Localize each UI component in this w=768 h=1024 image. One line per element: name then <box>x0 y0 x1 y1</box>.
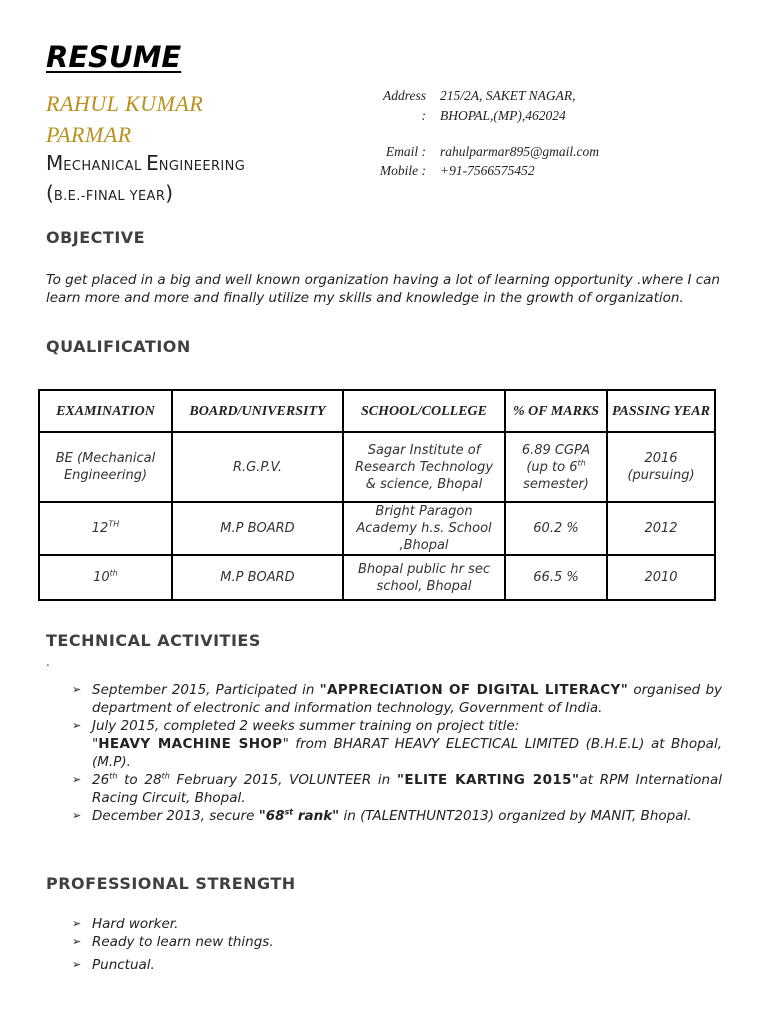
dept-initial-m: M <box>46 151 64 175</box>
year-paren-close: ) <box>165 181 174 205</box>
name-line-1: RAHUL KUMAR <box>46 91 204 116</box>
department <box>46 150 346 210</box>
address-colon: : <box>421 108 426 123</box>
address-label: Address <box>383 88 426 103</box>
table-row <box>39 432 715 502</box>
activities-list <box>46 681 722 825</box>
arrow-bullet-icon: ➢ <box>72 935 82 948</box>
objective-heading: OBJECTIVE <box>46 228 146 247</box>
activity-text: at RPM International Racing Circuit, Bhopal. <box>92 772 722 806</box>
cell-exam: BE (Mechanical Engineering) <box>39 432 172 502</box>
mobile-value: +91-7566575452 <box>440 163 535 178</box>
strength-text: Punctual. <box>92 957 155 973</box>
arrow-bullet-icon: ➢ <box>72 719 82 732</box>
name-line-2: PARMAR <box>46 122 132 147</box>
arrow-bullet-icon: ➢ <box>72 773 82 786</box>
year-line <box>46 180 346 210</box>
date-sup: th <box>109 771 118 781</box>
cell-school: Bright Paragon Academy h.s. School ,Bhopal <box>343 502 505 555</box>
email-value[interactable]: rahulparmar895@gmail.com <box>440 144 600 159</box>
exam-value: 10 <box>93 570 110 585</box>
header-examination: EXAMINATION <box>39 390 172 432</box>
list-item <box>46 717 722 771</box>
exam-sup: th <box>109 568 118 578</box>
cell-exam <box>39 555 172 600</box>
cell-board: M.P BOARD <box>172 555 343 600</box>
list-item <box>46 807 722 825</box>
exam-value: 12 <box>91 521 109 536</box>
header-board: BOARD/UNIVERSITY <box>172 390 343 432</box>
address-line-2: BHOPAL,(MP),462024 <box>440 108 566 123</box>
candidate-name <box>46 88 306 150</box>
technical-heading: TECHNICAL ACTIVITIES <box>46 631 261 650</box>
arrow-bullet-icon: ➢ <box>72 683 82 696</box>
strength-text: Ready to learn new things. <box>92 934 274 950</box>
marks-part-a: 6.89 CGPA (up to 6 <box>521 442 591 475</box>
table-row <box>39 502 715 555</box>
cell-year: 2012 <box>607 502 715 555</box>
arrow-bullet-icon: ➢ <box>72 917 82 930</box>
arrow-bullet-icon: ➢ <box>72 958 82 971</box>
address-line-1: 215/2A, SAKET NAGAR, <box>440 88 576 103</box>
year-text: B.E.-FINAL YEAR <box>53 189 166 204</box>
list-item <box>46 915 546 933</box>
activity-text: from BHARAT HEAVY ELECTICAL LIMITED (B.H.E.L) at Bhopal, (M.P). <box>92 736 722 770</box>
strengths-list <box>46 915 546 974</box>
cell-school: Bhopal public hr sec school, Bhopal <box>343 555 505 600</box>
cell-year: 2010 <box>607 555 715 600</box>
cell-marks: 66.5 % <box>505 555 607 600</box>
rank-sup: st <box>284 807 294 817</box>
department-line <box>46 150 346 180</box>
activity-text: December 2013, secure <box>92 808 259 824</box>
activity-highlight: "ELITE KARTING 2015" <box>396 772 580 788</box>
cell-school: Sagar Institute of Research Technology & science, Bhopal <box>343 432 505 502</box>
marks-sup: th <box>577 458 586 468</box>
qualification-table <box>38 389 716 601</box>
cell-board: R.G.P.V. <box>172 432 343 502</box>
activity-text: February 2015, VOLUNTEER in <box>169 772 397 788</box>
list-item <box>46 933 546 951</box>
dept-word-2: NGINEERING <box>158 159 246 174</box>
activity-date: 26 <box>92 772 110 788</box>
activity-quote: " <box>92 736 99 752</box>
activity-text: organised by department of electronic and information technology, Government of India. <box>92 682 723 716</box>
activity-highlight: HEAVY MACHINE SHOP <box>98 736 283 752</box>
header-marks: % OF MARKS <box>505 390 607 432</box>
mobile-label: Mobile : <box>379 163 426 178</box>
professional-heading: PROFESSIONAL STRENGTH <box>46 874 296 893</box>
activity-text: July 2015, completed 2 weeks summer training on project title: <box>92 718 520 734</box>
arrow-bullet-icon: ➢ <box>72 809 82 822</box>
dept-initial-e: E <box>146 151 159 175</box>
year-paren-open: ( <box>46 181 54 205</box>
cell-board: M.P BOARD <box>172 502 343 555</box>
header-school: SCHOOL/COLLEGE <box>343 390 505 432</box>
activity-text: September 2015, Participated in <box>92 682 320 698</box>
activity-date: to 28 <box>117 772 162 788</box>
rank-a: "68 <box>258 808 285 824</box>
header-year: PASSING YEAR <box>607 390 715 432</box>
stray-dot: . <box>46 655 50 669</box>
list-item <box>46 956 546 974</box>
activity-quote: " <box>282 736 289 752</box>
objective-text: To get placed in a big and well known organization having a lot of learning opportunity .where I can learn more and more and finally utilize my skills and knowledge in the growth of organization. <box>46 272 720 306</box>
list-item <box>46 681 722 717</box>
marks-part-b: semester) <box>523 476 589 492</box>
email-label: Email : <box>385 144 426 159</box>
activity-highlight <box>259 808 340 824</box>
activity-highlight: "APPRECIATION OF DIGITAL LITERACY" <box>319 682 629 698</box>
cell-marks: 60.2 % <box>505 502 607 555</box>
table-header-row <box>39 390 715 432</box>
qualification-heading: QUALIFICATION <box>46 337 191 356</box>
list-item <box>46 771 722 807</box>
cell-marks <box>505 432 607 502</box>
exam-sup: TH <box>108 519 120 529</box>
table-row <box>39 555 715 600</box>
activity-text: in (TALENTHUNT2013) organized by MANIT, Bhopal. <box>339 808 692 824</box>
cell-exam <box>39 502 172 555</box>
dept-word-1: ECHANICAL <box>63 159 147 174</box>
resume-title: RESUME <box>46 40 182 74</box>
strength-text: Hard worker. <box>92 916 179 932</box>
cell-year: 2016 (pursuing) <box>607 432 715 502</box>
rank-b: rank" <box>293 808 340 824</box>
date-sup: th <box>161 771 170 781</box>
